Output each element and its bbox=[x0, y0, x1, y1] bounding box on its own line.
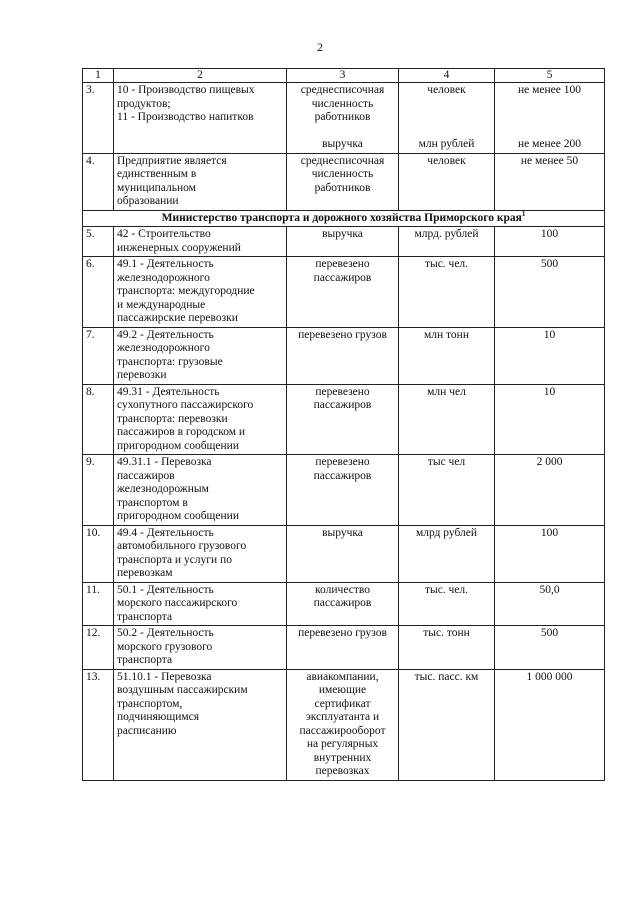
indicator-line: численность bbox=[311, 168, 374, 180]
activity-line: транспорта: грузовые bbox=[117, 355, 223, 368]
value-line: 100 bbox=[540, 526, 559, 539]
row-number: 10. bbox=[83, 525, 114, 582]
activity-line: транспортом, bbox=[117, 697, 183, 710]
unit-line bbox=[402, 125, 491, 139]
activity-line: пассажиров в городском и bbox=[117, 426, 246, 438]
activity-line: и международные bbox=[117, 298, 206, 311]
value-line: 50,0 bbox=[539, 583, 560, 596]
unit-cell bbox=[399, 257, 495, 328]
unit-cell bbox=[399, 582, 495, 626]
activity-line: сухопутного пассажирского bbox=[117, 399, 254, 411]
activity-cell bbox=[114, 327, 287, 384]
indicator-line: выручка bbox=[322, 138, 363, 150]
activity-cell bbox=[114, 455, 287, 526]
indicator-line: количество bbox=[315, 583, 370, 596]
activity-line: образовании bbox=[117, 195, 179, 207]
unit-cell bbox=[399, 83, 495, 154]
unit-line: тыс чел bbox=[427, 456, 466, 468]
row-number: 12. bbox=[83, 626, 114, 670]
activity-line: единственным в bbox=[117, 168, 197, 180]
table-row bbox=[83, 153, 605, 210]
activity-line: морского пассажирского bbox=[117, 597, 238, 609]
indicator-line: работников bbox=[314, 111, 371, 123]
row-number: 3. bbox=[83, 83, 114, 154]
indicator-line: перевезено bbox=[315, 258, 370, 270]
activity-line: железнодорожного bbox=[117, 271, 210, 284]
value-cell bbox=[495, 153, 605, 210]
row-number: 6. bbox=[83, 257, 114, 328]
activity-line: 42 - Строительство bbox=[117, 228, 211, 240]
table-row bbox=[83, 582, 605, 626]
table-row bbox=[83, 455, 605, 526]
unit-cell bbox=[399, 669, 495, 780]
activity-line: автомобильного грузового bbox=[117, 540, 247, 552]
activity-line: продуктов; bbox=[117, 97, 171, 110]
table-row bbox=[83, 83, 605, 154]
indicator-line: имеющие bbox=[318, 684, 367, 696]
indicator-line: перевезено грузов bbox=[298, 328, 387, 341]
row-number: 11. bbox=[83, 582, 114, 626]
table-row bbox=[83, 669, 605, 780]
value-cell bbox=[495, 384, 605, 455]
indicator-cell bbox=[287, 455, 399, 526]
indicator-cell bbox=[287, 227, 399, 257]
activity-cell bbox=[114, 669, 287, 780]
activity-line: 10 - Производство пищевых bbox=[117, 84, 255, 96]
unit-line: тыс. тонн bbox=[423, 627, 470, 639]
activity-line: 49.31 - Деятельность bbox=[117, 385, 220, 398]
row-number: 4. bbox=[83, 153, 114, 210]
indicator-cell bbox=[287, 384, 399, 455]
indicator-line: перевезено bbox=[315, 385, 370, 398]
unit-line: человек bbox=[427, 154, 466, 167]
unit-line bbox=[402, 111, 491, 125]
value-line bbox=[498, 111, 601, 125]
table-row bbox=[83, 327, 605, 384]
activity-line: морского грузового bbox=[117, 640, 213, 653]
indicator-line: перевезено грузов bbox=[298, 627, 387, 639]
indicator-line: перевозках bbox=[315, 765, 370, 777]
section-title: Министерство транспорта и дорожного хозяйства Приморского края bbox=[161, 211, 522, 224]
indicator-line bbox=[290, 125, 395, 139]
value-line: 10 bbox=[543, 328, 556, 341]
indicator-line: на регулярных bbox=[306, 738, 379, 750]
activity-line: транспорта и услуги по bbox=[117, 553, 232, 566]
section-title-cell bbox=[83, 210, 605, 227]
activity-cell bbox=[114, 384, 287, 455]
indicator-line: пассажиров bbox=[313, 271, 372, 284]
value-line: не менее 200 bbox=[517, 138, 581, 150]
activity-line: пассажиров bbox=[117, 469, 175, 482]
table-row bbox=[83, 384, 605, 455]
value-line: не менее 100 bbox=[517, 84, 581, 96]
activity-line: воздушным пассажирским bbox=[117, 684, 248, 696]
unit-cell bbox=[399, 455, 495, 526]
section-row bbox=[83, 210, 605, 227]
activity-line: 49.1 - Деятельность bbox=[117, 258, 214, 270]
column-header: 5 bbox=[495, 69, 605, 83]
unit-cell bbox=[399, 384, 495, 455]
indicator-cell bbox=[287, 626, 399, 670]
indicator-line: выручка bbox=[322, 526, 363, 539]
activity-line: инженерных сооружений bbox=[117, 241, 241, 254]
unit-line: млн чел bbox=[427, 385, 466, 398]
header-row bbox=[83, 69, 605, 83]
activity-line: 51.10.1 - Перевозка bbox=[117, 670, 212, 683]
indicator-cell bbox=[287, 153, 399, 210]
indicator-line: сертификат bbox=[314, 697, 371, 710]
indicator-cell bbox=[287, 582, 399, 626]
unit-cell bbox=[399, 525, 495, 582]
indicator-line: работников bbox=[314, 181, 371, 194]
activity-line: 50.2 - Деятельность bbox=[117, 627, 214, 639]
indicator-line: внутренних bbox=[313, 751, 372, 764]
activity-line: пригородном сообщении bbox=[117, 439, 239, 452]
row-number: 13. bbox=[83, 669, 114, 780]
activity-line: пригородном сообщении bbox=[117, 510, 239, 522]
activity-line: муниципальном bbox=[117, 181, 196, 194]
activity-line: расписанию bbox=[117, 724, 177, 737]
activity-cell bbox=[114, 582, 287, 626]
value-cell bbox=[495, 257, 605, 328]
activity-cell bbox=[114, 525, 287, 582]
activity-line: 49.4 - Деятельность bbox=[117, 526, 214, 539]
value-line: 2 000 bbox=[536, 456, 563, 468]
indicator-cell bbox=[287, 257, 399, 328]
activity-line: пассажирские перевозки bbox=[117, 312, 238, 324]
value-cell bbox=[495, 327, 605, 384]
indicator-line: среднесписочная bbox=[300, 84, 385, 96]
unit-line: человек bbox=[427, 84, 466, 96]
indicator-line: пассажиров bbox=[313, 597, 372, 609]
indicator-line: эксплуатанта и bbox=[305, 711, 380, 723]
activity-line: перевозки bbox=[117, 369, 167, 381]
unit-line: млн рублей bbox=[418, 138, 475, 150]
unit-line: тыс. чел. bbox=[424, 258, 469, 270]
activity-line: транспортом в bbox=[117, 496, 188, 509]
activity-cell bbox=[114, 257, 287, 328]
value-line bbox=[498, 98, 601, 112]
unit-cell bbox=[399, 327, 495, 384]
table-row bbox=[83, 626, 605, 670]
footnote-marker: 1 bbox=[521, 210, 526, 218]
activity-line: железнодорожным bbox=[117, 483, 209, 495]
unit-line: млн тонн bbox=[424, 328, 469, 341]
activity-line: Предприятие является bbox=[117, 154, 227, 167]
activity-line: 49.31.1 - Перевозка bbox=[117, 456, 212, 468]
page-number: 2 bbox=[317, 40, 323, 54]
activity-line: железнодорожного bbox=[117, 342, 210, 354]
column-header: 4 bbox=[399, 69, 495, 83]
indicators-table bbox=[82, 68, 605, 781]
value-line: 1 000 000 bbox=[526, 670, 573, 683]
row-number: 7. bbox=[83, 327, 114, 384]
value-line: 10 bbox=[543, 385, 556, 398]
unit-cell bbox=[399, 153, 495, 210]
activity-line: транспорта bbox=[117, 610, 173, 623]
activity-line: транспорта: перевозки bbox=[117, 412, 228, 425]
table-row bbox=[83, 227, 605, 257]
value-cell bbox=[495, 669, 605, 780]
unit-line bbox=[402, 98, 491, 112]
table-row bbox=[83, 525, 605, 582]
value-cell bbox=[495, 227, 605, 257]
row-number: 8. bbox=[83, 384, 114, 455]
activity-line: транспорта: междугородние bbox=[117, 285, 255, 297]
indicator-line: пассажирооборот bbox=[299, 724, 386, 737]
indicator-cell bbox=[287, 327, 399, 384]
activity-line: транспорта bbox=[117, 654, 173, 666]
value-cell bbox=[495, 83, 605, 154]
indicator-cell bbox=[287, 669, 399, 780]
activity-cell bbox=[114, 227, 287, 257]
indicator-line: выручка bbox=[322, 228, 363, 240]
indicator-cell bbox=[287, 525, 399, 582]
indicator-line: пассажиров bbox=[313, 469, 372, 482]
indicator-line: авиакомпании, bbox=[306, 670, 379, 683]
unit-cell bbox=[399, 626, 495, 670]
unit-line: тыс. пасс. км bbox=[414, 670, 479, 683]
activity-line: 49.2 - Деятельность bbox=[117, 328, 214, 341]
unit-line: млрд рублей bbox=[415, 526, 478, 539]
indicator-line: перевезено bbox=[315, 456, 370, 468]
value-cell bbox=[495, 455, 605, 526]
activity-line: 50.1 - Деятельность bbox=[117, 583, 214, 596]
activity-cell bbox=[114, 153, 287, 210]
column-header: 3 bbox=[287, 69, 399, 83]
indicator-line: численность bbox=[311, 97, 374, 110]
indicator-line: пассажиров bbox=[313, 399, 372, 411]
activity-line: перевозкам bbox=[117, 567, 173, 579]
activity-cell bbox=[114, 83, 287, 154]
value-line: 500 bbox=[540, 258, 559, 270]
activity-cell bbox=[114, 626, 287, 670]
value-line bbox=[498, 125, 601, 139]
unit-line: млрд. рублей bbox=[414, 228, 479, 240]
activity-line: подчиняющимся bbox=[117, 711, 200, 723]
row-number: 5. bbox=[83, 227, 114, 257]
row-number: 9. bbox=[83, 455, 114, 526]
indicator-cell bbox=[287, 83, 399, 154]
column-header: 1 bbox=[83, 69, 114, 83]
value-line: не менее 50 bbox=[520, 154, 579, 167]
column-header: 2 bbox=[114, 69, 287, 83]
unit-line: тыс. чел. bbox=[424, 583, 469, 596]
value-line: 500 bbox=[540, 627, 559, 639]
indicator-line: среднесписочная bbox=[300, 154, 385, 167]
value-line: 100 bbox=[540, 228, 559, 240]
value-cell bbox=[495, 582, 605, 626]
activity-line: 11 - Производство напитков bbox=[117, 111, 254, 123]
table-row bbox=[83, 257, 605, 328]
value-cell bbox=[495, 626, 605, 670]
value-cell bbox=[495, 525, 605, 582]
unit-cell bbox=[399, 227, 495, 257]
